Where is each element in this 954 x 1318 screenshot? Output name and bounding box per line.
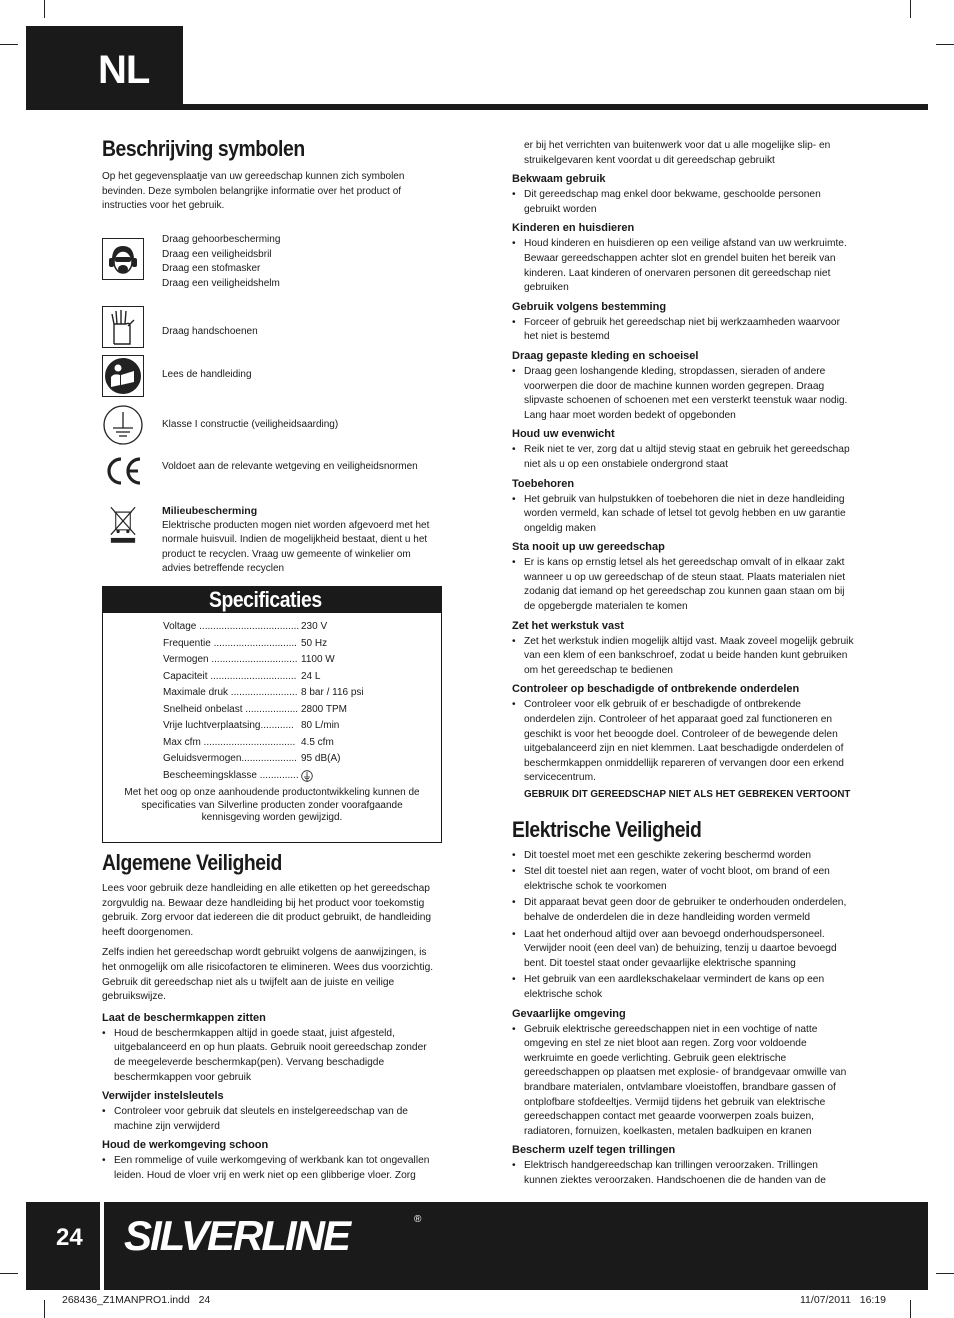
read-manual-icon	[102, 355, 144, 397]
bullet-item: • Houd de beschermkappen altijd in goede staat, juist afgesteld, uitgebalanceerd en op hun plaats. Gebruik nooit gereedschap zonder de meegeleverde beschermkap(pen). Vervang beschadigde beschermkappen voor gebruik	[102, 1027, 434, 1085]
symbol-text: Voldoet aan de relevante wetgeving en veiligheidsnormen	[162, 461, 418, 472]
language-code: NL	[98, 48, 150, 92]
weee-bin-icon	[102, 504, 144, 546]
spec-row	[163, 636, 403, 653]
section-heading: Laat de beschermkappen zitten	[102, 1011, 266, 1024]
spec-row	[163, 619, 403, 636]
bullet-item: • Een rommelige of vuile werkomgeving of werkbank kan tot ongevallen leiden. Houd de vloer vrij en werk niet op een glibberige vloer. Zorg	[102, 1154, 434, 1183]
bullet-item: • Forceer of gebruik het gereedschap niet bij werkzaamheden waarvoor het niet is bestemd	[512, 316, 854, 345]
section-heading: Bescherm uzelf tegen trillingen	[512, 1144, 676, 1157]
silverline-logo	[118, 1210, 428, 1260]
bullet-item: • Gebruik elektrische gereedschappen niet in een vochtige of natte omgeving en stel ze niet bloot aan regen. Zorg voor voldoende werkruimte en goede verlichting. Gebruik geen elektrische gereedschappen op plaatsen met explosie- of brandgevaar omwille van brandbare materialen, ontvlambare vloeistoffen, brandbare gassen of ontplofbare stofdeeltjes. Vermijd tijdens het gebruik van elektrische gereedschappen contact met geaarde voorwerpen zoals buizen, radiatoren, fornuizen, koelkasten, metalen badkuipen en kranen	[512, 1023, 854, 1140]
spec-value: 4.5 cfm	[301, 736, 334, 748]
bullet-item: • Elektrisch handgereedschap kan trillingen veroorzaken. Trillingen kunnen ziektes veroorzaken. Handschoenen die de handen van de	[512, 1159, 854, 1188]
symbol-text: Draag gehoorbescherming	[162, 234, 281, 245]
specs-table	[163, 619, 403, 784]
bullet-item: • Het gebruik van hulpstukken of toebehoren die niet in deze handleiding worden vermeld, kan schade of letsel tot gevolg hebben en uw garantie ongeldig maken	[512, 493, 854, 537]
bullet-item: • Zet het werkstuk indien mogelijk altijd vast. Maak zoveel mogelijk gebruik van een klem of een bankschroef, zodat u beide handen kunt gebruiken om het gereedschap te bedienen	[512, 635, 854, 679]
bullet-item: • Er is kans op ernstig letsel als het gereedschap omvalt of in elkaar zakt wanneer u op uw gereedschap of de steun staat. Plaats materialen niet zodanig dat iemand op het gereedschap zou kunnen gaan staan om bij de opgebergde materialen te komen	[512, 556, 854, 614]
spec-row	[163, 735, 403, 752]
crop-mark	[44, 0, 45, 18]
spec-row	[163, 768, 403, 785]
bullet-item: • Laat het onderhoud altijd over aan bevoegd onderhoudspersoneel. Verwijder nooit (een deel van) de behuizing, tenzij u daartoe bevoegd bent. Dit toestel staat onder gevaarlijke elektrische spanning	[512, 928, 854, 972]
bullet-item: • Stel dit toestel niet aan regen, water of vocht bloot, om brand of een elektrische schok te voorkomen	[512, 865, 854, 894]
env-text: Elektrische producten mogen niet worden afgevoerd met het normale huisvuil. Indien de mogelijkheid bestaat, dient u het product te recyclen. Vraag uw gemeente of winkelier om advies betreffende recyclen	[162, 519, 430, 575]
spec-value: 80 L/min	[301, 720, 340, 731]
section-heading: Gebruik volgens bestemming	[512, 300, 667, 313]
symbol-text: Draag een veiligheidshelm	[162, 277, 280, 289]
spec-value: 8 bar / 116 psi	[301, 687, 364, 698]
spec-label: Capaciteit ...............................	[163, 670, 297, 682]
section-heading: Toebehoren	[512, 477, 575, 490]
paragraph: Lees voor gebruik deze handleiding en alle etiketten op het gereedschap zorgvuldig na. Bewaar deze handleiding bij het product voor toekomstig gebruik. Zorg ervoor dat iedereen die dit product gebruikt, de handleiding heeft doorgenomen.	[102, 883, 432, 938]
spec-value: 1100 W	[301, 654, 335, 665]
specs-title: Specificaties	[209, 587, 322, 612]
spec-label: Frequentie ..............................	[163, 637, 297, 649]
spec-label: Bescheemingsklasse ..............	[163, 769, 299, 781]
spec-label: Geluidsvermogen....................	[163, 753, 297, 764]
left-column	[102, 136, 442, 220]
symbol-text: Klasse I constructie (veiligheidsaarding)	[162, 419, 339, 430]
ce-mark-icon	[102, 450, 144, 492]
spec-row	[163, 718, 403, 735]
crop-mark	[936, 44, 954, 45]
continuation-text: er bij het verrichten van buitenwerk voor dat u alle mogelijke slip- en struikelgevaren kent voordat u dit gereedschap gebruikt	[524, 140, 831, 166]
spec-label: Vermogen ...............................	[163, 654, 298, 665]
footer-separator	[100, 1202, 104, 1290]
bullet-item: • Reik niet te ver, zorg dat u altijd stevig staat en gebruik het gereedschap niet als u op een onstabiele ondergrond staat	[512, 443, 854, 472]
spec-row	[163, 685, 403, 702]
spec-label: Maximale druk ........................	[163, 687, 298, 698]
bullet-item: • Controleer voor gebruik dat sleutels en instelgereedschap van de machine zijn verwijderd	[102, 1105, 434, 1134]
spec-label: Max cfm .................................	[163, 736, 296, 748]
section-heading: Sta nooit up uw gereedschap	[512, 541, 665, 554]
date-slug: 11/07/2011 16:19	[800, 1294, 887, 1306]
symbol-text: Lees de handleiding	[162, 369, 252, 380]
spec-label: Voltage ....................................	[163, 621, 300, 632]
header-rule	[183, 104, 928, 110]
section-heading: Bekwaam gebruik	[512, 173, 606, 186]
spec-label: Vrije luchtverplaatsing............	[163, 720, 294, 731]
spec-value: 50 Hz	[301, 637, 328, 649]
symbol-text: Draag handschoenen	[162, 326, 258, 337]
specs-note: Met het oog op onze aanhoudende productontwikkeling kunnen de specificaties van Silverline producten zonder voorafgaande kennisgeving worden gewijzigd.	[124, 787, 420, 823]
general-safety-title: Algemene Veiligheid	[102, 850, 282, 875]
earth-ground-icon	[102, 404, 144, 446]
right-column	[512, 139, 854, 1190]
ppe-head-icon	[102, 238, 144, 280]
gloves-icon	[102, 306, 144, 348]
env-title: Milieubescherming	[162, 505, 258, 517]
section-heading: Controleer op beschadigde of ontbrekende onderdelen	[512, 683, 800, 696]
crop-mark	[910, 0, 911, 18]
symbol-text: Draag een veiligheidsbril	[162, 248, 272, 260]
page-number-box	[26, 1202, 100, 1290]
specs-box	[102, 586, 442, 843]
symbols-list	[102, 236, 442, 586]
spec-row	[163, 751, 403, 768]
crop-mark	[936, 1273, 954, 1274]
spec-row	[163, 669, 403, 686]
bullet-item: • Controleer voor elk gebruik of er beschadigde of ontbrekende onderdelen zijn. Controleer of het apparaat goed zal functioneren en geschikt is voor het beoogde doel. Controleer of de bewegende delen uitgebalanceerd zijn en niet klemmen. Laat beschadigde onderdelen of beschermkappen onmiddellijk repareren of vervangen door een erkend servicecentrum.	[512, 698, 854, 786]
language-tab	[26, 26, 183, 110]
spec-value: 2800 TPM	[301, 703, 347, 715]
bullet-item: • Dit gereedschap mag enkel door bekwame, geschoolde personen gebruikt worden	[512, 188, 854, 217]
spec-label: Snelheid onbelast ...................	[163, 703, 299, 715]
registered-mark: ®	[414, 1214, 422, 1225]
bullet-item: • Dit apparaat bevat geen door de gebruiker te onderhouden onderdelen, behalve de onderdelen die in deze handleiding worden vermeld	[512, 896, 854, 925]
symbol-text: Draag een stofmasker	[162, 263, 261, 275]
brand-name: SILVERLINE	[124, 1212, 350, 1259]
section-heading: Houd de werkomgeving schoon	[102, 1139, 269, 1152]
section-heading: Zet het werkstuk vast	[512, 619, 624, 632]
section-heading: Draag gepaste kleding en schoeisel	[512, 349, 699, 362]
bullet-item: • Draag geen loshangende kleding, stropdassen, sieraden of andere voorwerpen die door de machine kunnen worden gegrepen. Draag slipvaste schoenen of schoenen met een versterkt teenstuk waar nodig. Lang haar moet worden bedekt of opgebonden	[512, 365, 854, 423]
page-number: 24	[56, 1224, 83, 1251]
electrical-safety-title: Elektrische Veiligheid	[512, 816, 702, 842]
section-heading: Gevaarlijke omgeving	[512, 1007, 626, 1020]
spec-row	[163, 652, 403, 669]
bullet-item: • Houd kinderen en huisdieren op een veilige afstand van uw werkruimte. Bewaar gereedschappen achter slot en grendel buiten het bereik van kinderen. Laat kinderen of onervaren personen dit gereedschap niet gebruiken	[512, 237, 854, 295]
symbols-intro: Op het gegevensplaatje van uw gereedschap kunnen zich symbolen bevinden. Deze symbolen belangrijke informatie over het product of instructies voor het gebruik.	[102, 171, 405, 212]
file-slug: 268436_Z1MANPRO1.indd 24	[62, 1294, 211, 1306]
earth-ground-icon	[301, 770, 313, 782]
bullet-item: • Dit toestel moet met een geschikte zekering beschermd worden	[512, 849, 854, 864]
crop-mark	[0, 44, 18, 45]
spec-value: 230 V	[301, 621, 328, 632]
crop-mark	[910, 1300, 911, 1318]
spec-value: 95 dB(A)	[301, 753, 341, 764]
paragraph: Zelfs indien het gereedschap wordt gebruikt volgens de aanwijzingen, is het onmogelijk om alle risicofactoren te elimineren. Wees dus voorzichtig. Gebruik dit gereedschap niet als u twijfelt aan de juiste en veilige gebruikswijze.	[102, 947, 434, 1003]
symbols-title: Beschrijving symbolen	[102, 136, 305, 161]
spec-value: 24 L	[301, 670, 321, 682]
spec-row	[163, 702, 403, 719]
section-heading: Verwijder instelsleutels	[102, 1090, 224, 1103]
section-heading: Houd uw evenwicht	[512, 428, 615, 441]
general-safety	[102, 850, 434, 1186]
section-heading: Kinderen en huisdieren	[512, 222, 635, 235]
bullet-item: • Het gebruik van een aardlekschakelaar vermindert de kans op een elektrische schok	[512, 973, 854, 1002]
specs-header	[103, 587, 441, 613]
crop-mark	[44, 1300, 45, 1318]
brand-logo-icon	[118, 1210, 428, 1260]
warning-caps: GEBRUIK DIT GEREEDSCHAP NIET ALS HET GEBREKEN VERTOONT	[524, 789, 851, 800]
crop-mark	[0, 1273, 18, 1274]
